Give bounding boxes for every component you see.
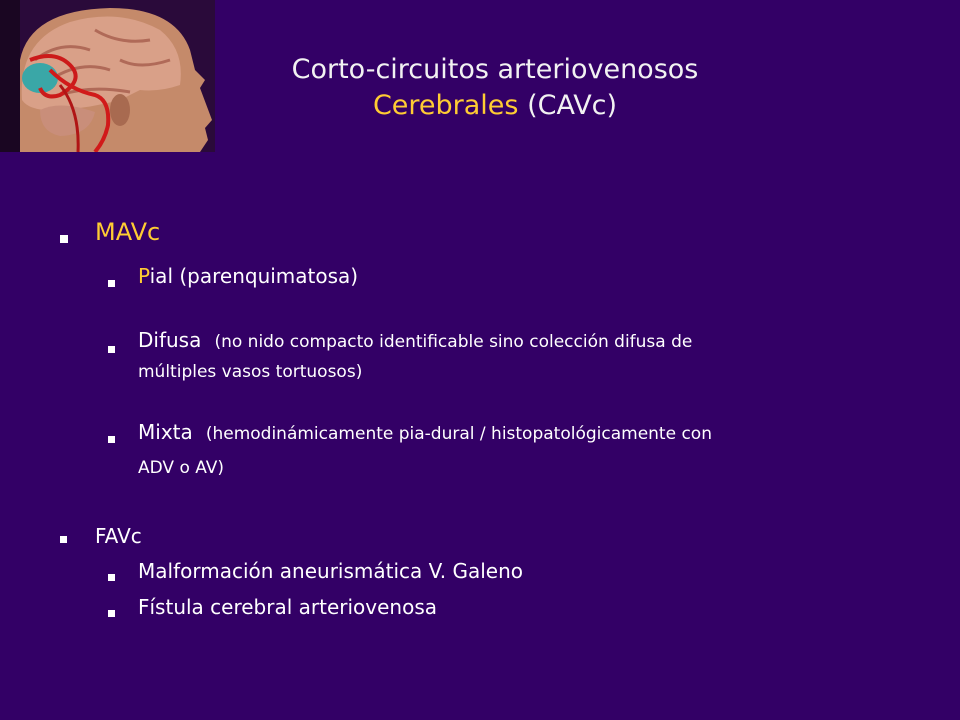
difusa-note: (no nido compacto identificable sino colección difusa de bbox=[214, 332, 693, 352]
bullet-marker bbox=[108, 280, 115, 287]
bullet-marker bbox=[108, 346, 115, 353]
title-accent-word: Cerebrales bbox=[372, 90, 519, 121]
bullet-marker bbox=[60, 235, 68, 243]
pial-initial: P bbox=[138, 264, 150, 288]
difusa-label: Difusa bbox=[138, 328, 202, 352]
difusa-note-continued: múltiples vasos tortuosos) bbox=[138, 362, 363, 382]
brain-head-illustration bbox=[0, 0, 215, 152]
mixta-note: (hemodinámicamente pia-dural / histopatológicamente con bbox=[205, 424, 712, 444]
pial-rest: ial (parenquimatosa) bbox=[149, 264, 359, 288]
bullet-mixta bbox=[138, 420, 712, 444]
bullet-difusa bbox=[138, 328, 692, 352]
bullet-fistula: Fístula cerebral arteriovenosa bbox=[138, 595, 438, 619]
bullet-marker bbox=[60, 536, 67, 543]
title-suffix: (CAVc) bbox=[518, 90, 618, 121]
bullet-marker bbox=[108, 610, 115, 617]
bullet-mavc: MAVc bbox=[95, 218, 161, 246]
bullet-galeno: Malformación aneurismática V. Galeno bbox=[138, 559, 523, 583]
title-line-2 bbox=[215, 88, 775, 124]
mixta-label: Mixta bbox=[138, 420, 193, 444]
bullet-pial bbox=[138, 264, 358, 288]
bullet-marker bbox=[108, 574, 115, 581]
bullet-favc: FAVc bbox=[95, 524, 142, 548]
title-line-1: Corto-circuitos arteriovenosos bbox=[291, 54, 699, 85]
mixta-note-continued: ADV o AV) bbox=[138, 458, 225, 478]
bullet-marker bbox=[108, 436, 115, 443]
slide-title bbox=[215, 52, 775, 124]
